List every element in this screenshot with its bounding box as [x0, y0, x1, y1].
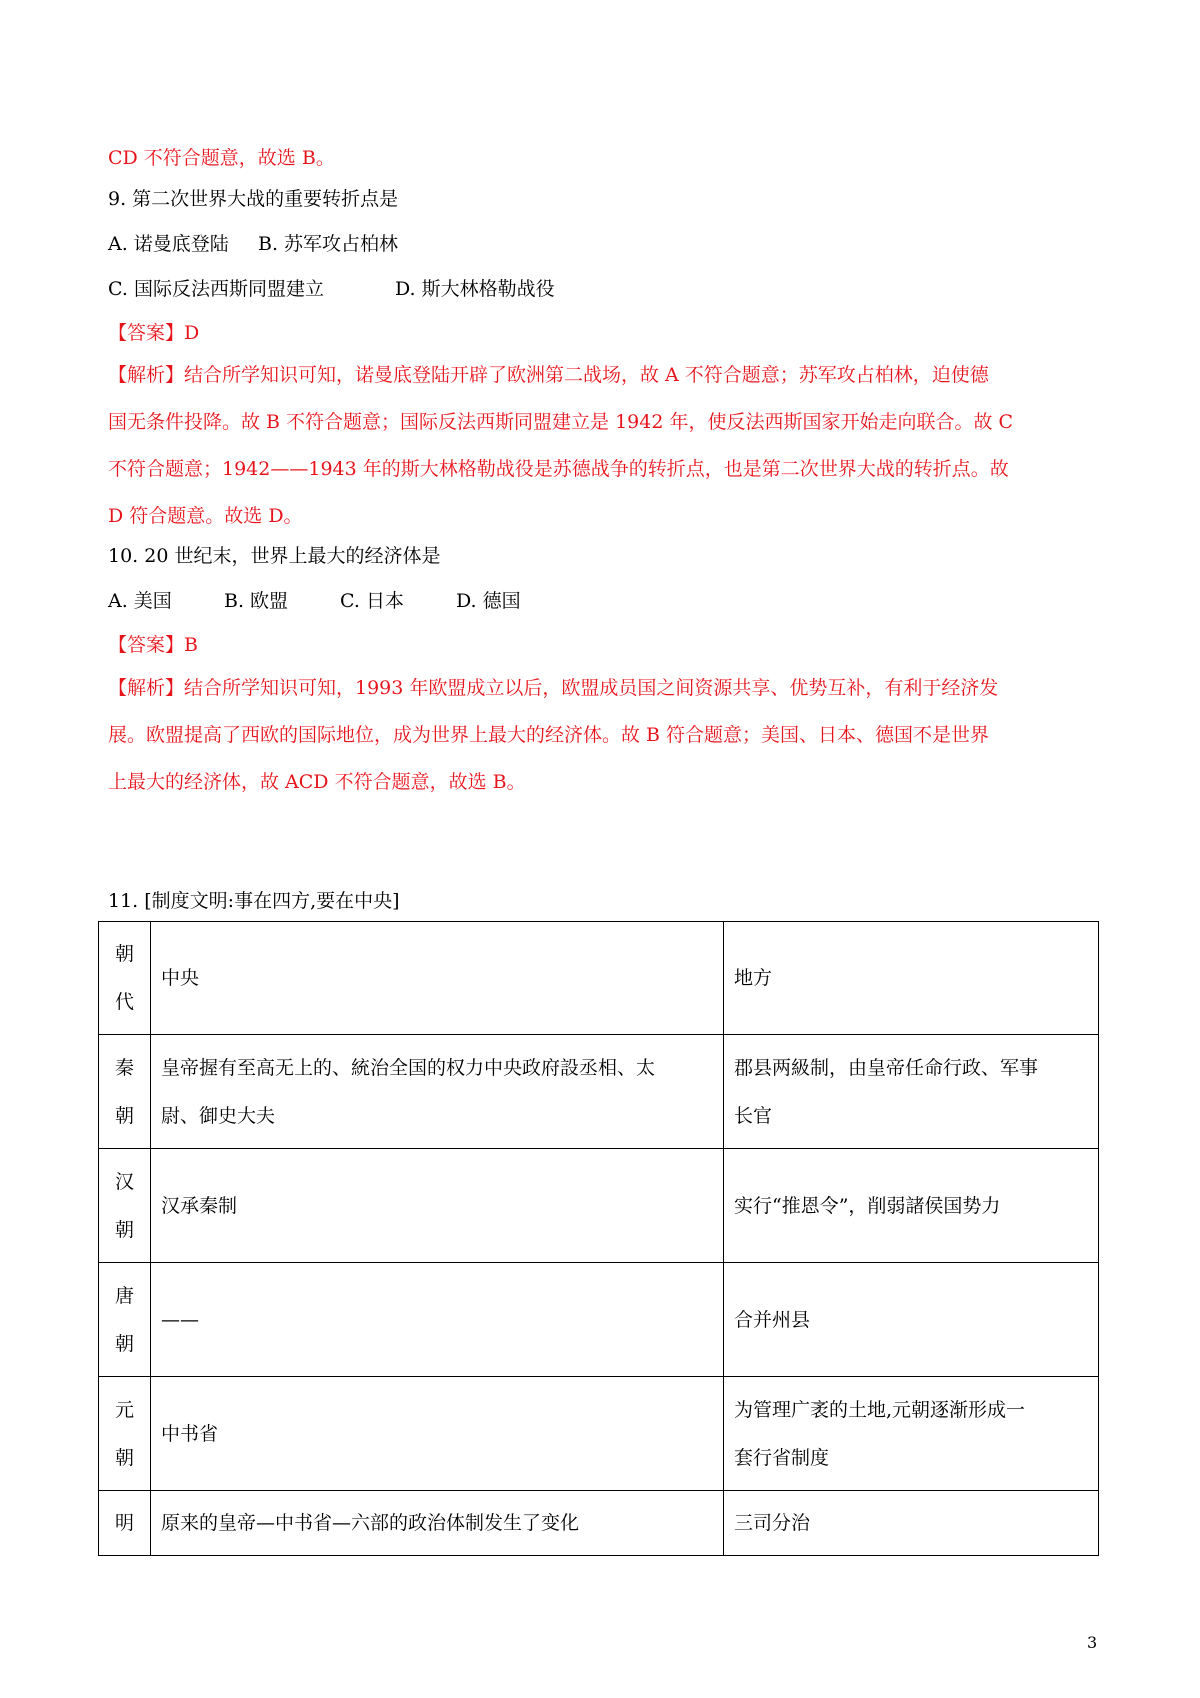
question-9-analysis	[108, 352, 1098, 540]
table-row	[99, 1263, 1099, 1377]
header-local: 地方	[724, 922, 1099, 1035]
header-dynasty: 朝 代	[99, 922, 151, 1035]
analysis-line: 展。欧盟提高了西欧的国际地位，成为世界上最大的经济体。故 B 符合题意；美国、日本、德国不是世界	[108, 724, 990, 746]
question-10-answer: 【答案】B	[108, 634, 198, 656]
dynasty-cell: 唐 朝	[99, 1263, 151, 1377]
question-9-options-row-1	[108, 232, 1098, 256]
central-cell: 原来的皇帝—中书省—六部的政治体制发生了变化	[151, 1491, 724, 1556]
q9-option-c: C. 国际反法西斯同盟建立	[108, 278, 324, 300]
question-11-stem: 11. [制度文明:事在四方,要在中央]	[108, 890, 400, 912]
dynasty-cell: 明	[99, 1491, 151, 1556]
q9-option-b: B. 苏军攻占柏林	[258, 233, 399, 255]
central-cell: 中书省	[151, 1377, 724, 1491]
previous-analysis-fragment: CD 不符合题意，故选 B。	[108, 147, 335, 169]
q10-option-a: A. 美国	[108, 590, 172, 612]
local-cell: 合并州县	[724, 1263, 1099, 1377]
dynasty-system-table	[98, 921, 1099, 1556]
question-9-stem: 9. 第二次世界大战的重要转折点是	[108, 188, 399, 210]
table-row	[99, 1491, 1099, 1556]
local-cell: 三司分治	[724, 1491, 1099, 1556]
local-cell: 郡县两級制，由皇帝任命行政、军事 长官	[724, 1035, 1099, 1149]
analysis-line: 【解析】结合所学知识可知，1993 年欧盟成立以后，欧盟成员国之间资源共享、优势互补，有利于经济发	[108, 677, 999, 699]
analysis-line: 国无条件投降。故 B 不符合题意；国际反法西斯同盟建立是 1942 年，使反法西斯国家开始走向联合。故 C	[108, 411, 1014, 433]
local-cell: 为管理广袤的土地,元朝逐渐形成一 套行省制度	[724, 1377, 1099, 1491]
table-row	[99, 1149, 1099, 1263]
q9-option-d: D. 斯大林格勒战役	[395, 278, 555, 300]
table-row	[99, 1035, 1099, 1149]
central-cell: 皇帝握有至高无上的、統治全国的权力中央政府設丞相、太 尉、御史大夫	[151, 1035, 724, 1149]
analysis-line: D 符合题意。故选 D。	[108, 505, 303, 527]
q10-option-c: C. 日本	[340, 590, 404, 612]
question-9-answer: 【答案】D	[108, 322, 200, 344]
question-10-analysis	[108, 665, 1098, 806]
q10-option-d: D. 德国	[456, 590, 521, 612]
q10-option-b: B. 欧盟	[224, 590, 289, 612]
page-number: 3	[1087, 1633, 1098, 1652]
question-10-stem: 10. 20 世纪末，世界上最大的经济体是	[108, 545, 441, 567]
analysis-line: 上最大的经济体，故 ACD 不符合题意，故选 B。	[108, 771, 526, 793]
dynasty-cell: 元 朝	[99, 1377, 151, 1491]
local-cell: 实行“推恩令”，削弱諸侯国势力	[724, 1149, 1099, 1263]
table-header-row	[99, 922, 1099, 1035]
q9-option-a: A. 诺曼底登陆	[108, 233, 229, 255]
analysis-line: 不符合题意；1942——1943 年的斯大林格勒战役是苏德战争的转折点，也是第二次世界大战的转折点。故	[108, 458, 1009, 480]
dynasty-cell: 秦 朝	[99, 1035, 151, 1149]
table-row	[99, 1377, 1099, 1491]
header-central: 中央	[151, 922, 724, 1035]
central-cell: ——	[151, 1263, 724, 1377]
dynasty-cell: 汉 朝	[99, 1149, 151, 1263]
analysis-line: 【解析】结合所学知识可知，诺曼底登陆开辟了欧洲第二战场，故 A 不符合题意；苏军攻占柏林，迫使德	[108, 364, 989, 386]
central-cell: 汉承秦制	[151, 1149, 724, 1263]
question-9-options-row-2	[108, 277, 1098, 301]
question-10-options	[108, 589, 1098, 613]
